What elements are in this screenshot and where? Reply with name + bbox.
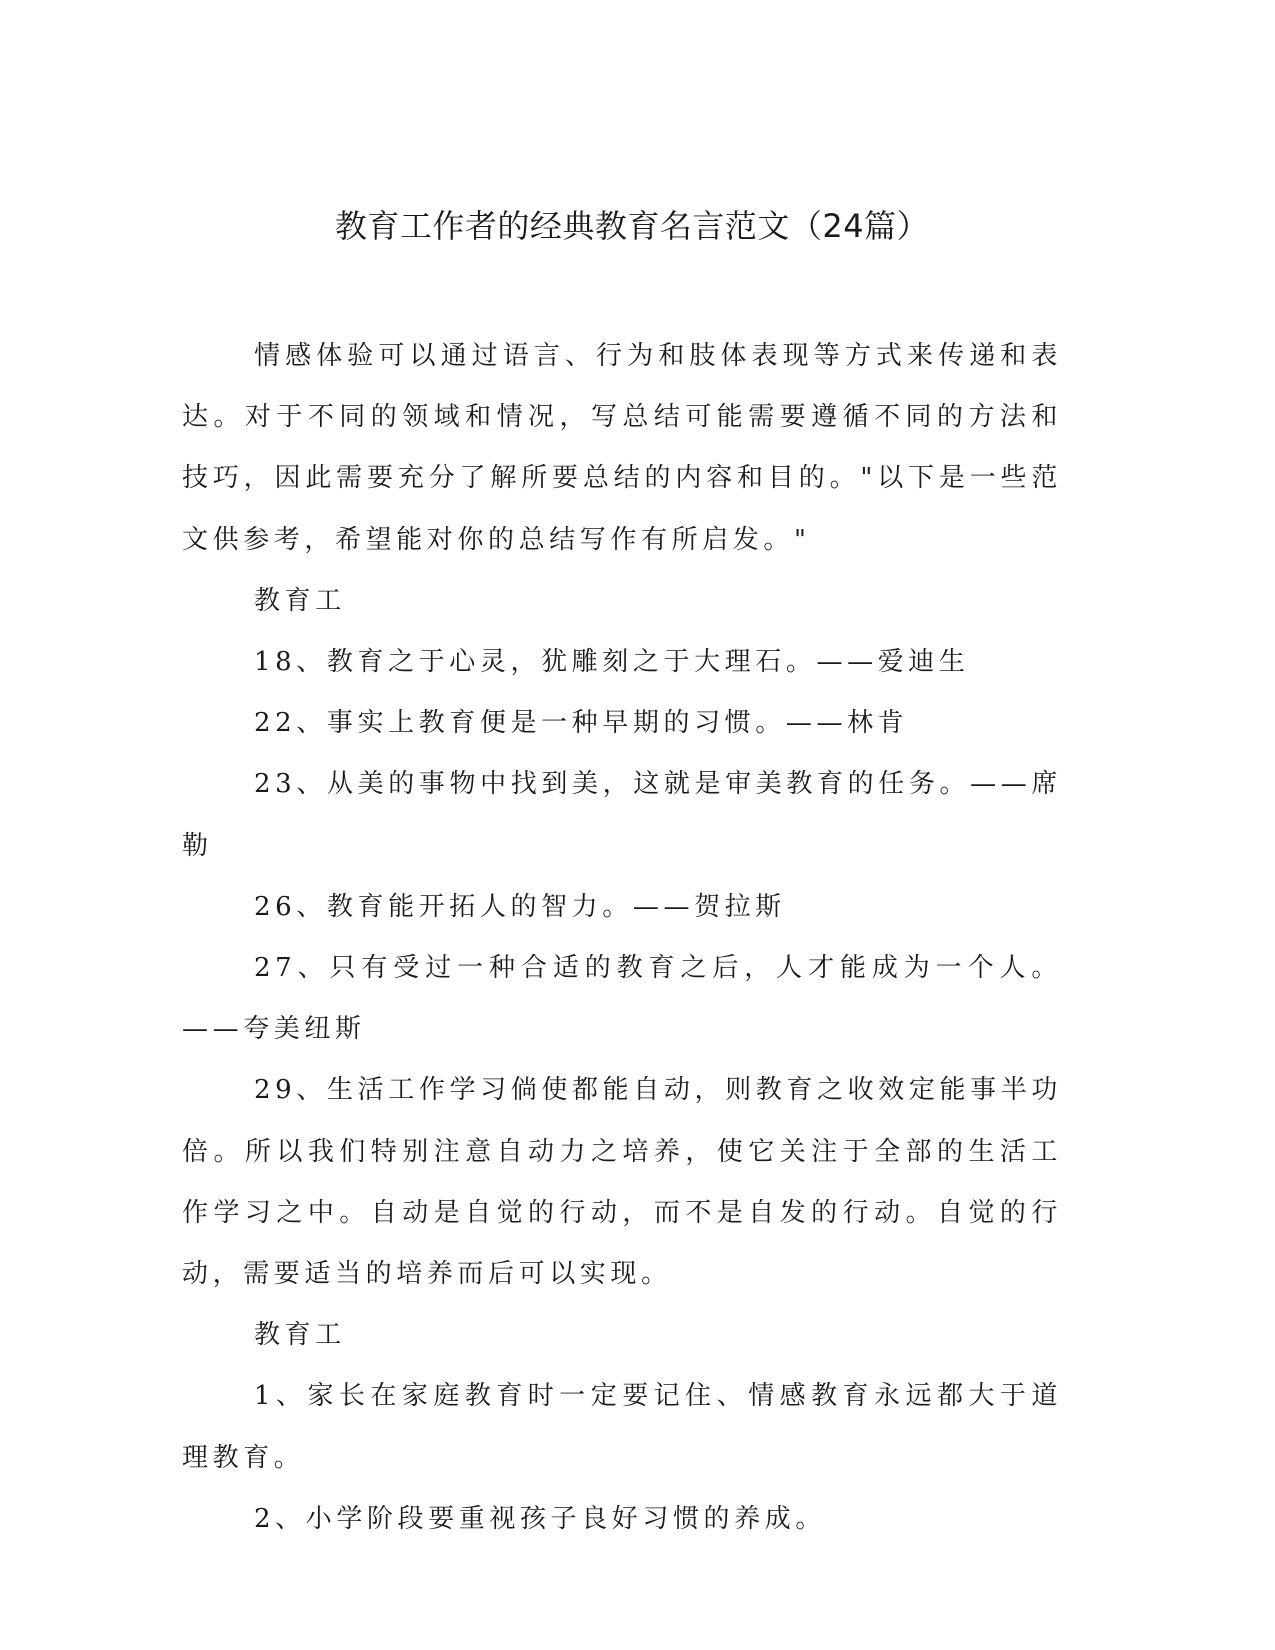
quote-item: 27、只有受过一种合适的教育之后，人才能成为一个人。——夸美纽斯 bbox=[182, 953, 1062, 1045]
quote-item: 2、小学阶段要重视孩子良好习惯的养成。 bbox=[254, 1503, 826, 1534]
quote-item: 22、事实上教育便是一种早期的习惯。——林肯 bbox=[254, 708, 909, 739]
intro-paragraph: 情感体验可以通过语言、行为和肢体表现等方式来传递和表达。对于不同的领域和情况，写总结可能需要遵循不同的方法和技巧，因此需要充分了解所要总结的内容和目的。"以下是一些范文供参考，希望能对你的总结写作有所启发。" bbox=[182, 341, 1062, 555]
document-title: 教育工作者的经典教育名言范文（24篇） bbox=[334, 207, 930, 245]
section-heading: 教育工 bbox=[254, 585, 346, 616]
quote-item: 18、教育之于心灵，犹雕刻之于大理石。——爱迪生 bbox=[254, 647, 970, 678]
document-body bbox=[182, 326, 1062, 1550]
quote-item: 26、教育能开拓人的智力。——贺拉斯 bbox=[254, 891, 786, 922]
section-heading: 教育工 bbox=[254, 1320, 346, 1351]
quote-item: 1、家长在家庭教育时一定要记住、情感教育永远都大于道理教育。 bbox=[182, 1381, 1062, 1473]
quote-item: 23、从美的事物中找到美，这就是审美教育的任务。——席勒 bbox=[182, 769, 1062, 861]
quote-item: 29、生活工作学习倘使都能自动，则教育之收效定能事半功倍。所以我们特别注意自动力之培养，使它关注于全部的生活工作学习之中。自动是自觉的行动，而不是自发的行动。自觉的行动，需要适当的培养而后可以实现。 bbox=[182, 1075, 1062, 1290]
document-page bbox=[182, 0, 1082, 1650]
